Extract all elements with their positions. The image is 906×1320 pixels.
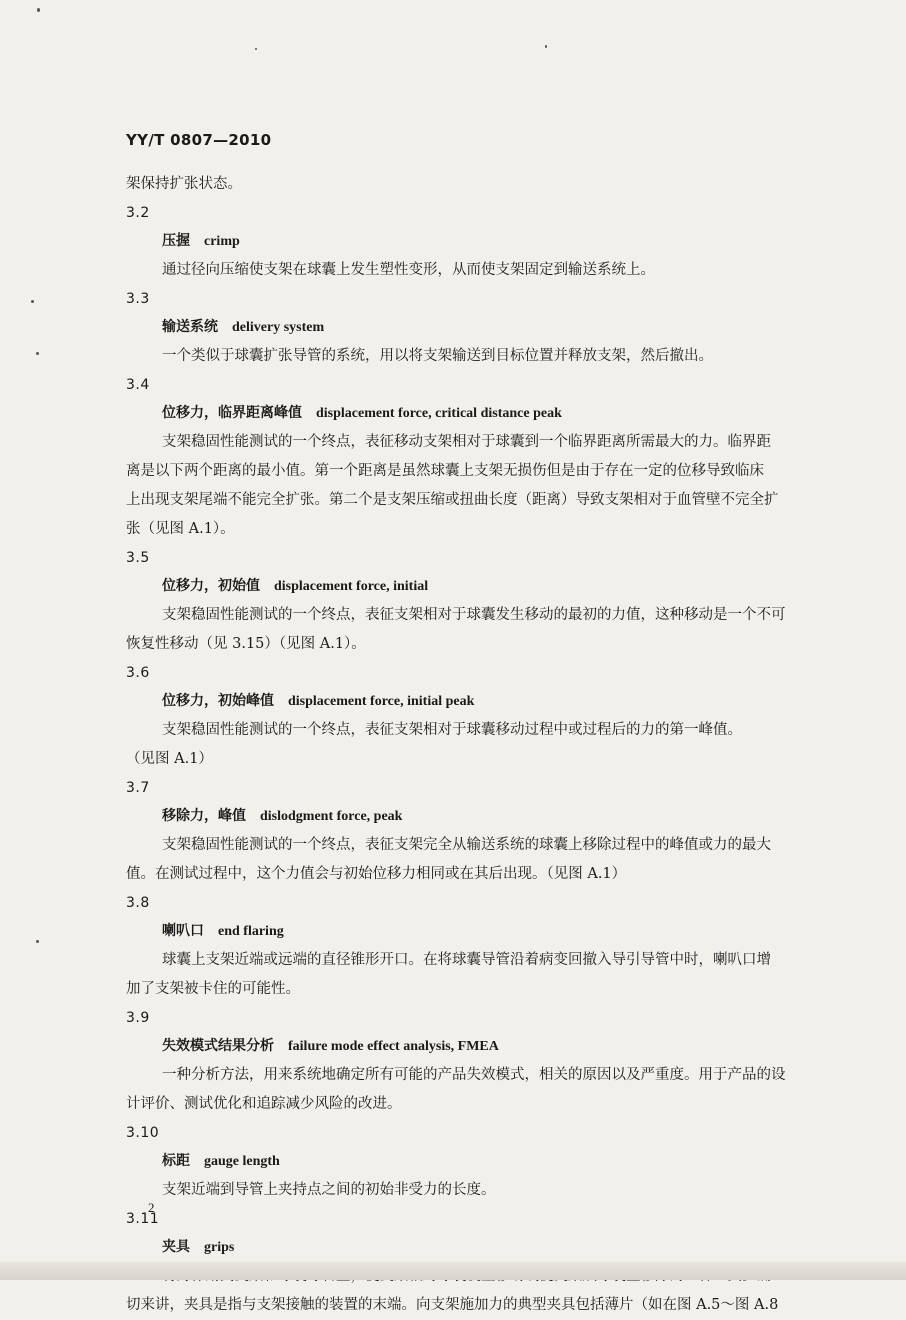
definition-line: 支架稳固性能测试的一个终点，表征支架完全从输送系统的球囊上移除过程中的峰值或力的最大 xyxy=(162,837,771,853)
term-chinese: 位移力，初始值 xyxy=(162,578,260,594)
continued-text: 架保持扩张状态。 xyxy=(126,176,242,192)
definition-line: 一个类似于球囊扩张导管的系统，用以将支架输送到目标位置并释放支架，然后撤出。 xyxy=(162,348,713,364)
term-definition xyxy=(126,831,848,889)
term-chinese: 喇叭口 xyxy=(162,923,204,939)
term-english: delivery system xyxy=(232,320,325,335)
term-heading xyxy=(126,1147,848,1176)
clause-number: 3.4 xyxy=(126,377,150,393)
term-entry xyxy=(126,285,848,371)
term-definition xyxy=(126,1176,848,1205)
definition-line: （见图 A.1） xyxy=(126,751,213,767)
clause-number: 3.10 xyxy=(126,1125,160,1141)
scan-bottom-edge xyxy=(0,1262,906,1280)
term-english: crimp xyxy=(204,234,240,249)
term-english: failure mode effect analysis, FMEA xyxy=(288,1039,499,1054)
term-definition xyxy=(126,256,848,285)
clause-number: 3.7 xyxy=(126,780,150,796)
definition-line: 支架稳固性能测试的一个终点，表征支架相对于球囊移动过程中或过程后的力的第一峰值。 xyxy=(162,722,742,738)
scan-speck xyxy=(545,45,547,48)
term-chinese: 位移力，临界距离峰值 xyxy=(162,405,302,421)
standard-code: YY/T 0807—2010 xyxy=(126,131,272,149)
clause-number: 3.3 xyxy=(126,291,150,307)
definition-line: 支架稳固性能测试的一个终点，表征支架相对于球囊发生移动的最初的力值，这种移动是一个不可 xyxy=(162,607,786,623)
clause-number: 3.9 xyxy=(126,1010,150,1026)
term-heading xyxy=(126,1032,848,1061)
term-entry xyxy=(126,1004,848,1119)
clause-number: 3.6 xyxy=(126,665,150,681)
term-definition xyxy=(126,601,848,659)
clause-number: 3.2 xyxy=(126,205,150,221)
scan-speck xyxy=(255,48,257,50)
definition-line: 一种分析方法，用来系统地确定所有可能的产品失效模式，相关的原因以及严重度。用于产品的设 xyxy=(162,1067,786,1083)
term-english: displacement force, critical distance peak xyxy=(316,406,562,421)
term-chinese: 失效模式结果分析 xyxy=(162,1038,274,1054)
term-chinese: 移除力，峰值 xyxy=(162,808,246,824)
clause-number: 3.11 xyxy=(126,1211,160,1227)
scan-speck xyxy=(36,352,39,355)
definition-line: 切来讲，夹具是指与支架接触的装置的末端。向支架施加力的典型夹具包括薄片（如在图 A.5～图 A.8 xyxy=(126,1297,779,1313)
term-definition xyxy=(126,1061,848,1119)
term-definition xyxy=(126,946,848,1004)
term-heading xyxy=(126,399,848,428)
page-number: 2 xyxy=(148,1200,155,1215)
term-entry xyxy=(126,544,848,659)
term-definition xyxy=(126,428,848,544)
definition-line: 通过径向压缩使支架在球囊上发生塑性变形，从而使支架固定到输送系统上。 xyxy=(162,262,655,278)
term-english: gauge length xyxy=(204,1154,280,1169)
term-english: dislodgment force, peak xyxy=(260,809,403,824)
definition-line: 支架稳固性能测试的一个终点，表征移动支架相对于球囊到一个临界距离所需最大的力。临界距 xyxy=(162,434,771,450)
term-chinese: 压握 xyxy=(162,233,190,249)
term-heading xyxy=(126,227,848,256)
term-entry xyxy=(126,774,848,889)
term-heading xyxy=(126,802,848,831)
term-chinese: 位移力，初始峰值 xyxy=(162,693,274,709)
term-heading xyxy=(126,687,848,716)
definition-line: 加了支架被卡住的可能性。 xyxy=(126,981,300,997)
scan-speck xyxy=(31,300,34,303)
term-chinese: 夹具 xyxy=(162,1239,190,1255)
term-english: displacement force, initial peak xyxy=(288,694,475,709)
definition-line: 球囊上支架近端或远端的直径锥形开口。在将球囊导管沿着病变回撤入导引导管中时，喇叭口增 xyxy=(162,952,771,968)
document-body xyxy=(126,170,848,1320)
term-heading xyxy=(126,313,848,342)
definition-line: 恢复性移动（见 3.15）（见图 A.1）。 xyxy=(126,636,366,652)
definition-line: 张（见图 A.1）。 xyxy=(126,521,235,537)
scan-speck xyxy=(36,940,39,943)
definition-line: 支架近端到导管上夹持点之间的初始非受力的长度。 xyxy=(162,1182,496,1198)
term-english: grips xyxy=(204,1240,235,1255)
term-english: end flaring xyxy=(218,924,284,939)
definition-line: 上出现支架尾端不能完全扩张。第二个是支架压缩或扭曲长度（距离）导致支架相对于血管壁不完全扩 xyxy=(126,492,779,508)
term-entry xyxy=(126,659,848,774)
term-heading xyxy=(126,917,848,946)
clause-number: 3.5 xyxy=(126,550,150,566)
definition-line: 值。在测试过程中，这个力值会与初始位移力相同或在其后出现。（见图 A.1） xyxy=(126,866,627,882)
term-entry xyxy=(126,199,848,285)
term-entry xyxy=(126,371,848,544)
term-chinese: 标距 xyxy=(162,1153,190,1169)
term-heading xyxy=(126,572,848,601)
term-entry xyxy=(126,1119,848,1205)
definition-line: 计评价、测试优化和追踪减少风险的改进。 xyxy=(126,1096,402,1112)
term-definition xyxy=(126,342,848,371)
term-heading xyxy=(126,1233,848,1262)
term-chinese: 输送系统 xyxy=(162,319,218,335)
definition-line: 离是以下两个距离的最小值。第一个距离是虽然球囊上支架无损伤但是由于存在一定的位移导致临床 xyxy=(126,463,764,479)
term-definition xyxy=(126,716,848,774)
term-english: displacement force, initial xyxy=(274,579,429,594)
clause-number: 3.8 xyxy=(126,895,150,911)
scan-speck xyxy=(37,8,40,12)
term-entry xyxy=(126,889,848,1004)
